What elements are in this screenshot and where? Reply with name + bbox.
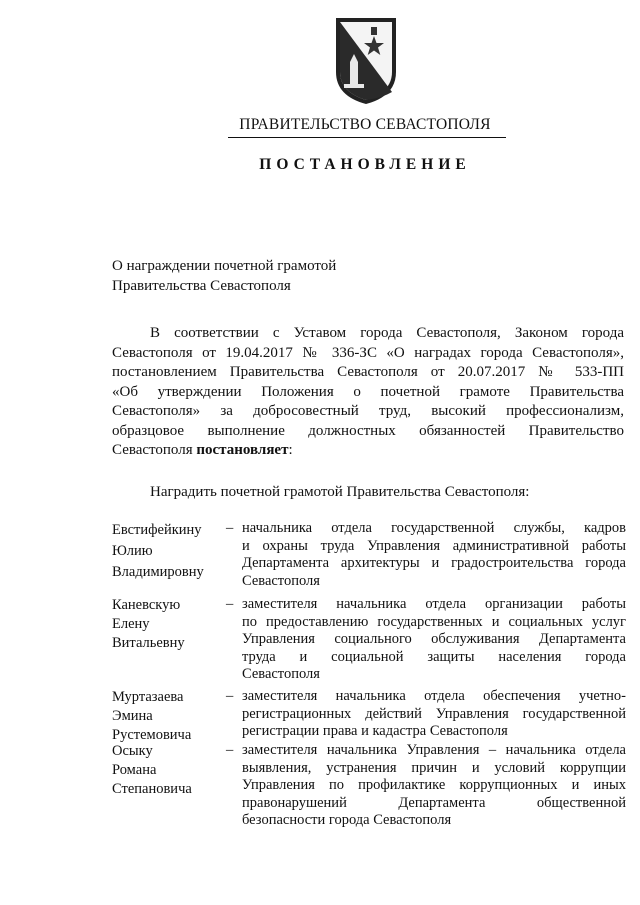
list-dash: – (226, 742, 234, 758)
preamble-paragraph (112, 324, 624, 461)
position-line: начальника отдела государственной службы, кадров (242, 520, 626, 536)
position-line: Севастополя (242, 572, 320, 589)
position-line: регистрации права и кадастра Севастополя (242, 723, 508, 739)
patronymic: Витальевну (112, 635, 185, 651)
preamble-line: постановлением Правительства Севастополя от 20.07.2017 № 533-ПП (112, 364, 624, 380)
list-dash: – (226, 688, 234, 704)
preamble-line: В соответствии с Уставом города Севастополя, Законом города (150, 325, 624, 341)
position-line: Управления социального обслуживания Департамента (242, 631, 626, 647)
position-line: правонарушений Департамента общественной (242, 794, 626, 811)
awardee-name (112, 688, 224, 745)
first-name: Елену (112, 616, 150, 632)
award-intro: Наградить почетной грамотой Правительства Севастополя: (150, 484, 530, 500)
subject-line: Правительства Севастополя (112, 278, 291, 294)
position-line: заместителя начальника отдела обеспечения учетно- (242, 688, 626, 704)
awardee-name (112, 742, 224, 799)
sevastopol-coat-of-arms-icon (330, 14, 402, 106)
awardee-position (242, 742, 626, 830)
awardee-position (242, 688, 626, 741)
awardee-name (112, 520, 224, 583)
position-line: и охраны труда Управления административной работы (242, 537, 626, 554)
patronymic: Владимировну (112, 564, 204, 580)
decree-verb: постановляет (196, 442, 289, 458)
surname: Осыку (112, 743, 153, 759)
position-line: труда и социальной защиты населения города (242, 648, 626, 665)
surname: Евстифейкину (112, 522, 202, 538)
preamble-line: Севастополя» за добросовестный труд, высокий профессионализм, (112, 403, 624, 419)
position-line: заместителя начальника отдела организации работы (242, 596, 626, 612)
first-name: Эмина (112, 708, 153, 724)
first-name: Юлию (112, 543, 153, 559)
position-line: выявления, устранения причин и условий коррупции (242, 759, 626, 776)
surname: Муртазаева (112, 689, 184, 705)
awardee-name (112, 596, 224, 653)
position-line: Управления по профилактике коррупционных и иных (242, 777, 626, 793)
preamble-line: «Об утверждении Положения о почетной грамоте Правительства (112, 383, 624, 400)
government-title: ПРАВИТЕЛЬСТВО СЕВАСТОПОЛЯ (239, 116, 491, 133)
preamble-last-line (112, 441, 624, 461)
position-line: Севастополя (242, 666, 320, 682)
document-type: ПОСТАНОВЛЕНИЕ (259, 156, 471, 173)
list-dash: – (226, 520, 234, 536)
awardee-position (242, 520, 626, 590)
preamble-line: Севастополя от 19.04.2017 № 336-ЗС «О наградах города Севастополя», (112, 344, 624, 361)
subject-line: О награждении почетной грамотой (112, 258, 337, 274)
patronymic: Рустемовича (112, 727, 192, 743)
position-line: Департамента архитектуры и градостроительства города (242, 555, 626, 571)
document-subject (112, 256, 336, 296)
list-dash: – (226, 596, 234, 612)
position-line: заместителя начальника Управления – начальника отдела (242, 742, 626, 758)
awardee-position (242, 596, 626, 684)
position-line: безопасности города Севастополя (242, 812, 452, 828)
position-line: регистрационных действий Управления государственной (242, 705, 626, 722)
preamble-line: образцовое выполнение должностных обязанностей Правительство (112, 422, 624, 439)
patronymic: Степановича (112, 781, 192, 797)
preamble-last-prefix: Севастополя (112, 442, 197, 458)
position-line: по предоставлению государственных и социальных услуг (242, 613, 626, 630)
title-divider (228, 137, 506, 138)
surname: Каневскую (112, 597, 181, 613)
preamble-last-suffix: : (288, 442, 293, 458)
first-name: Романа (112, 762, 157, 778)
